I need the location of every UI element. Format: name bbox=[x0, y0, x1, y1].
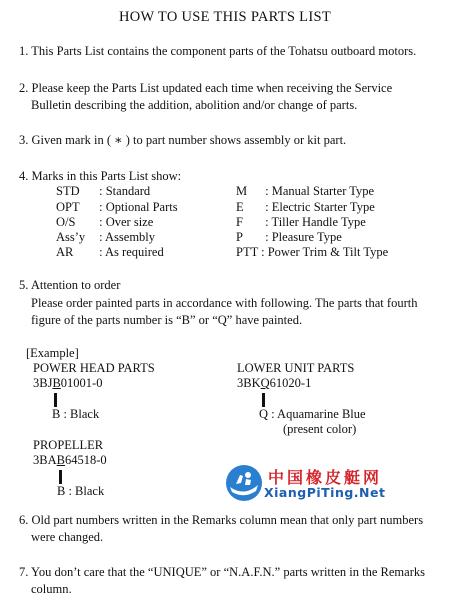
watermark-logo bbox=[224, 463, 394, 505]
mark-code: Ass’y bbox=[56, 230, 86, 244]
watermark-en: XiangPiTing.Net bbox=[264, 485, 386, 500]
mark-desc: : Assembly bbox=[99, 230, 156, 244]
lower-unit-note: Q : Aquamarine Blue bbox=[259, 407, 366, 421]
mark-desc: : Optional Parts bbox=[99, 200, 178, 214]
watermark-cn: 中国橡皮艇网 bbox=[268, 468, 383, 487]
pointer-bar bbox=[262, 393, 265, 407]
item-1: 1. This Parts List contains the component parts of the Tohatsu outboard motors. bbox=[19, 44, 417, 58]
boat-logo-icon bbox=[224, 463, 264, 503]
propeller-title: PROPELLER bbox=[33, 438, 104, 452]
lower-unit-title: LOWER UNIT PARTS bbox=[237, 361, 355, 375]
pointer-bar bbox=[59, 470, 62, 484]
mark-desc: : Electric Starter Type bbox=[265, 200, 375, 214]
item-6: 6. Old part numbers written in the Remarks column mean that only part numbers were changed. bbox=[19, 513, 424, 544]
mark-desc: : As required bbox=[99, 245, 164, 259]
propeller-note: B : Black bbox=[57, 484, 105, 498]
mark-code: OPT bbox=[56, 200, 80, 214]
mark-code: F bbox=[236, 215, 243, 229]
power-head-part-number: 3BJB01001-0 bbox=[33, 376, 103, 390]
item-5: 5. Attention to order Please order painted parts in accordance with following. The parts that fourth figure of the parts number is “B” or “Q” have painted. bbox=[19, 278, 418, 327]
item-7: 7. You don’t care that the “UNIQUE” or “N.A.F.N.” parts written in the Remarks column. bbox=[19, 565, 425, 596]
power-head-note: B : Black bbox=[52, 407, 100, 421]
page-title: HOW TO USE THIS PARTS LIST bbox=[119, 9, 331, 25]
mark-desc: : Over size bbox=[99, 215, 154, 229]
mark-code: M bbox=[236, 184, 248, 198]
mark-desc: : Tiller Handle Type bbox=[265, 215, 366, 229]
item-4: 4. Marks in this Parts List show: bbox=[19, 169, 182, 183]
mark-desc: : Manual Starter Type bbox=[265, 184, 375, 198]
propeller-part-number: 3BAB64518-0 bbox=[33, 453, 107, 467]
lower-unit-part-number: 3BKQ61020-1 bbox=[237, 376, 312, 390]
mark-code: STD bbox=[56, 184, 80, 198]
power-head-title: POWER HEAD PARTS bbox=[33, 361, 155, 375]
mark-code: E bbox=[236, 200, 244, 214]
mark-code: AR bbox=[56, 245, 74, 259]
mark-desc: : Standard bbox=[99, 184, 151, 198]
item-3: 3. Given mark in ( ∗ ) to part number shows assembly or kit part. bbox=[19, 133, 347, 147]
mark-desc: : Pleasure Type bbox=[265, 230, 342, 244]
lower-unit-note-sub: (present color) bbox=[283, 422, 357, 436]
item-2: 2. Please keep the Parts List updated each time when receiving the Service Bulletin describing the addition, abolition and/or change of parts. bbox=[19, 81, 393, 112]
mark-code: PTT bbox=[236, 245, 258, 259]
mark-code: P bbox=[236, 230, 243, 244]
example-label: [Example] bbox=[26, 346, 79, 360]
mark-desc: : Power Trim & Tilt Type bbox=[261, 245, 389, 259]
pointer-bar bbox=[54, 393, 57, 407]
mark-code: O/S bbox=[56, 215, 76, 229]
